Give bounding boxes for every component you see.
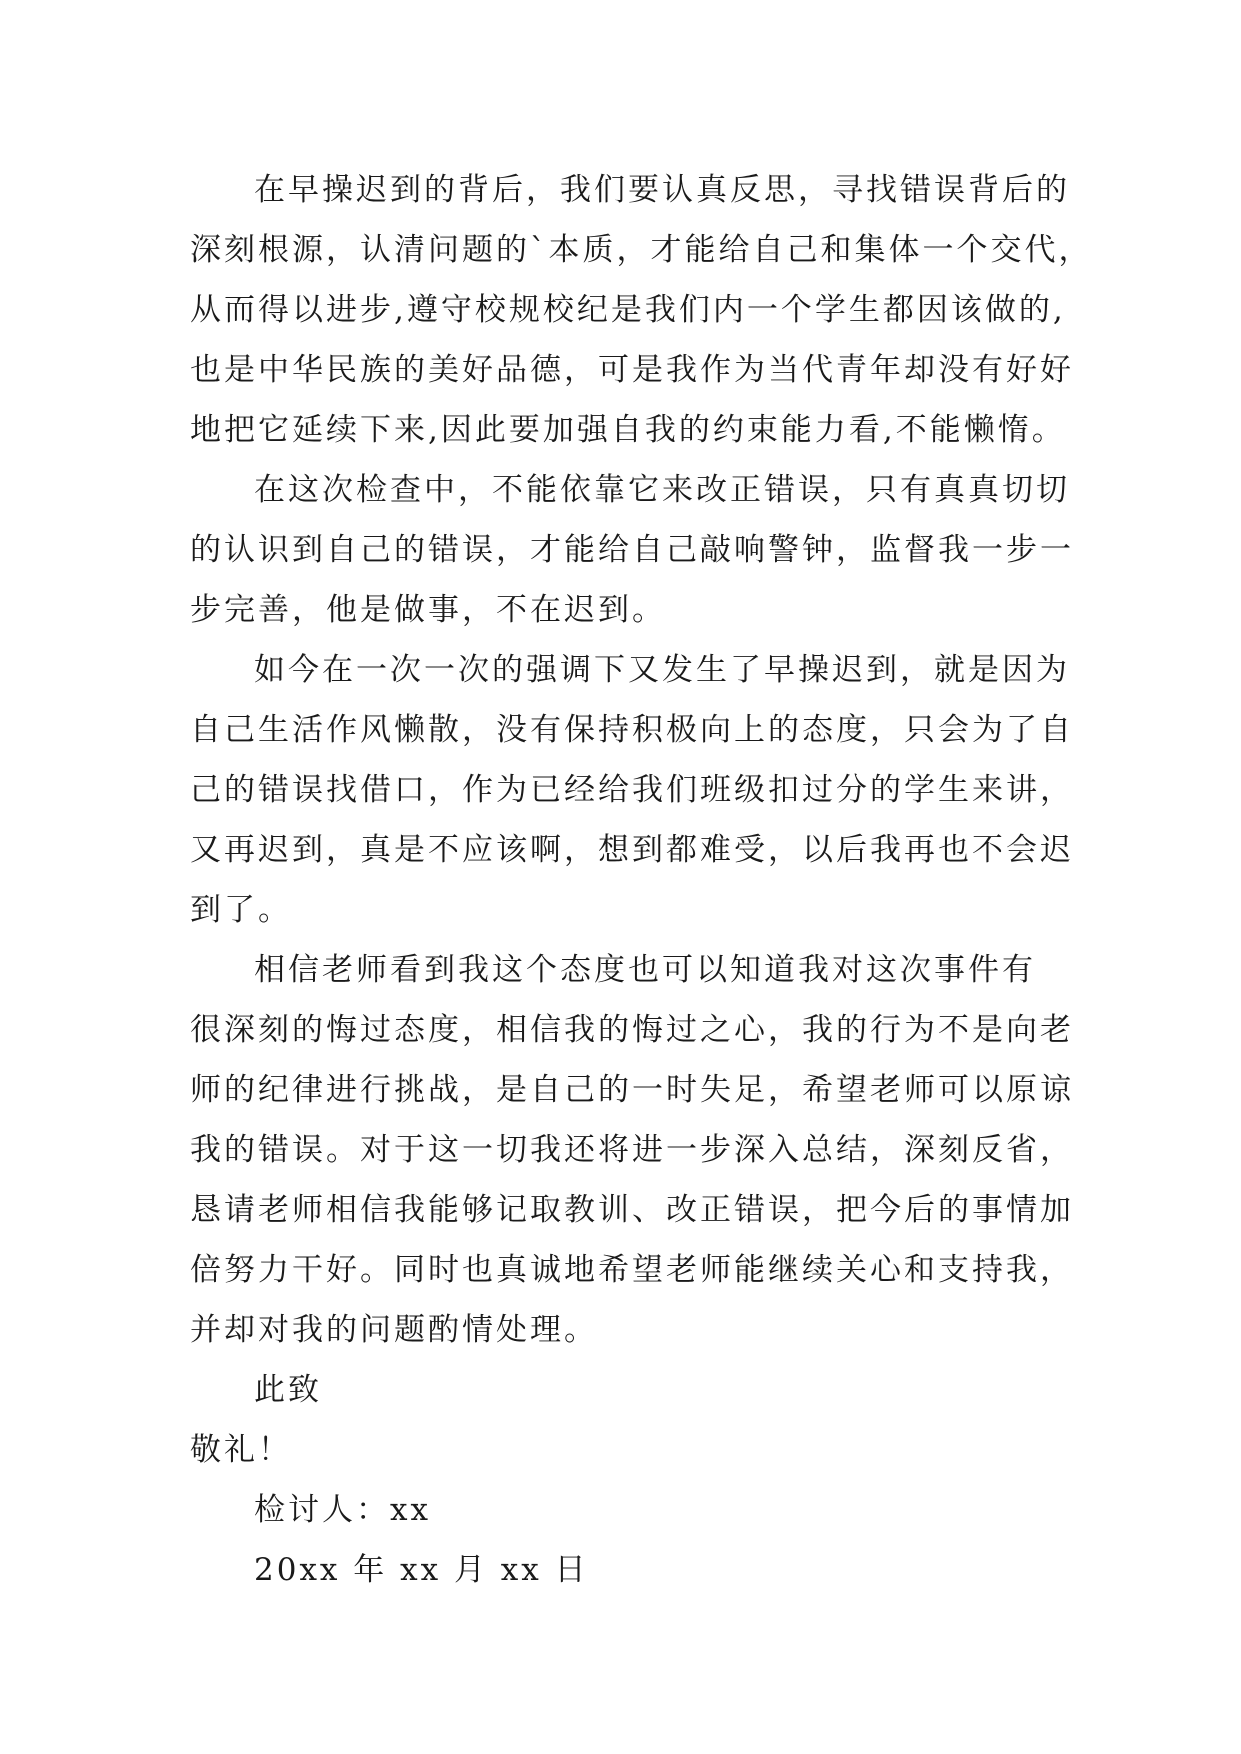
paragraph-1 xyxy=(190,160,1093,460)
text-line: 又再迟到，真是不应该啊，想到都难受，以后我再也不会迟 xyxy=(190,832,1074,868)
text-line: 倍努力干好。同时也真诚地希望老师能继续关心和支持我， xyxy=(190,1252,1074,1288)
text-line: 在这次检查中，不能依靠它来改正错误，只有真真切切 xyxy=(254,472,1070,508)
signature: 检讨人：xx xyxy=(254,1492,431,1528)
text-line: 很深刻的悔过态度，相信我的悔过之心，我的行为不是向老 xyxy=(190,1012,1074,1048)
closing-text: 此致 xyxy=(254,1372,322,1408)
text-line: 从而得以进步,遵守校规校纪是我们内一个学生都因该做的, xyxy=(190,292,1066,328)
date: 20xx 年 xx 月 xx 日 xyxy=(254,1552,589,1588)
paragraph-2 xyxy=(190,460,1090,640)
text-line: 并却对我的问题酌情处理。 xyxy=(190,1312,598,1348)
text-line: 的认识到自己的错误，才能给自己敲响警钟，监督我一步一 xyxy=(190,532,1074,568)
paragraph-4 xyxy=(190,940,1090,1360)
text-line: 在早操迟到的背后，我们要认真反思，寻找错误背后的 xyxy=(254,172,1070,208)
text-line: 自己生活作风懒散，没有保持积极向上的态度，只会为了自 xyxy=(190,712,1074,748)
paragraph-3 xyxy=(190,640,1090,940)
text-line: 师的纪律进行挑战，是自己的一时失足，希望老师可以原谅 xyxy=(190,1072,1074,1108)
text-line: 相信老师看到我这个态度也可以知道我对这次事件有 xyxy=(254,952,1036,988)
text-line: 如今在一次一次的强调下又发生了早操迟到，就是因为 xyxy=(254,652,1070,688)
text-line: 己的错误找借口，作为已经给我们班级扣过分的学生来讲， xyxy=(190,772,1074,808)
text-line: 恳请老师相信我能够记取教训、改正错误，把今后的事情加 xyxy=(190,1192,1074,1228)
text-line: 到了。 xyxy=(190,892,292,928)
text-line: 地把它延续下来,因此要加强自我的约束能力看,不能懒惰。 xyxy=(190,412,1066,448)
text-line: 也是中华民族的美好品德，可是我作为当代青年却没有好好 xyxy=(190,352,1074,388)
text-line: 步完善，他是做事，不在迟到。 xyxy=(190,592,666,628)
text-line: 我的错误。对于这一切我还将进一步深入总结，深刻反省， xyxy=(190,1132,1074,1168)
letter-body xyxy=(190,160,1093,1600)
salute-text: 敬礼！ xyxy=(190,1432,292,1468)
text-line: 深刻根源，认清问题的`本质，才能给自己和集体一个交代， xyxy=(190,232,1093,268)
